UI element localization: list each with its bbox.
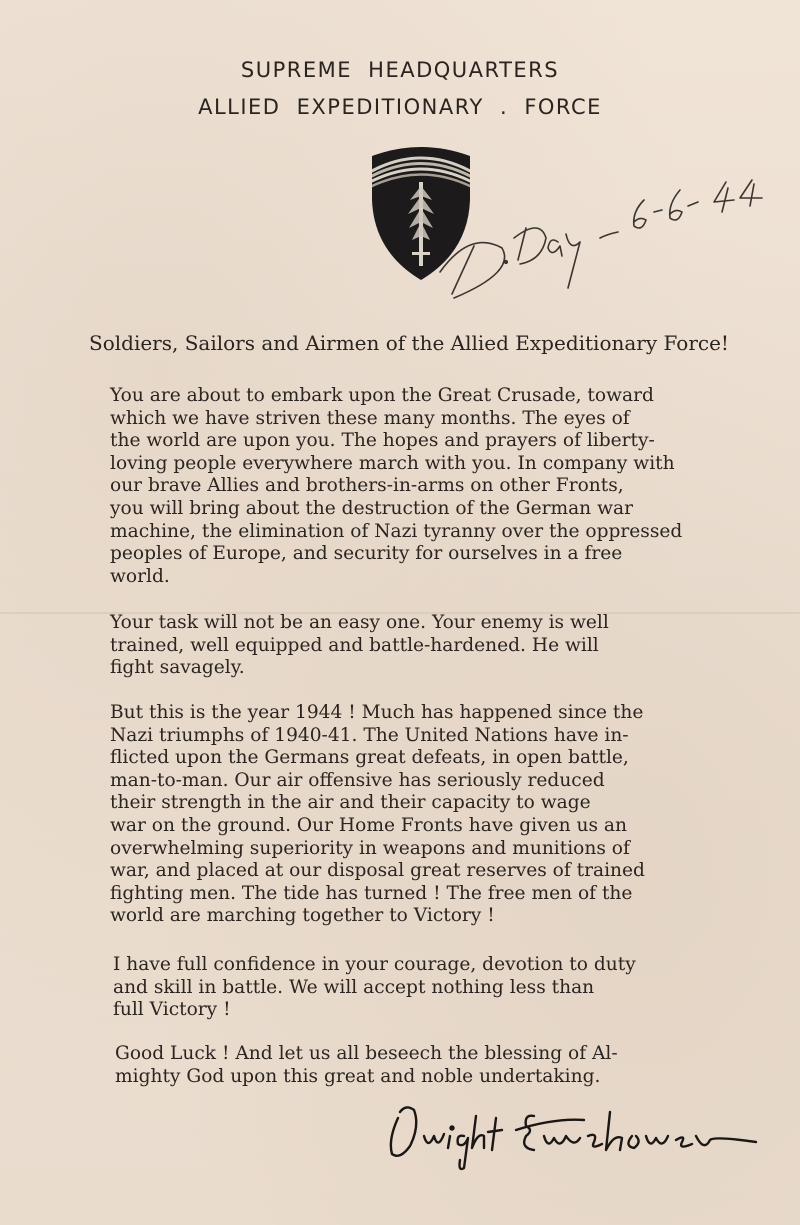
paragraph-4 bbox=[113, 954, 723, 1022]
paragraph-line: their strength in the air and their capacity to wage bbox=[110, 792, 591, 814]
paragraph-3 bbox=[110, 702, 720, 928]
paragraph-line: Your task will not be an easy one. Your enemy is well bbox=[110, 612, 609, 633]
paragraph-line: trained, well equipped and battle-hardened. He will bbox=[110, 634, 599, 656]
paragraph-line: peoples of Europe, and security for ourselves in a free bbox=[110, 543, 623, 565]
paragraph-line: you will bring about the destruction of the German war bbox=[110, 497, 633, 519]
paragraph-2 bbox=[110, 612, 720, 680]
paragraph-line: world are marching together to Victory ! bbox=[110, 905, 495, 927]
paragraph-line: and skill in battle. We will accept nothing less than bbox=[113, 976, 595, 998]
paragraph-line: fight savagely. bbox=[110, 657, 245, 679]
paragraph-line: overwhelming superiority in weapons and munitions of bbox=[110, 837, 630, 859]
paragraph-line: full Victory ! bbox=[113, 999, 231, 1021]
paragraph-line: flicted upon the Germans great defeats, in open battle, bbox=[110, 747, 629, 769]
header-line-2: ALLIED EXPEDITIONARY . FORCE bbox=[198, 95, 602, 119]
header-line-1: SUPREME HEADQUARTERS bbox=[240, 58, 560, 82]
paragraph-line: machine, the elimination of Nazi tyranny over the oppressed bbox=[110, 520, 683, 542]
paragraph-line: man-to-man. Our air offensive has seriously reduced bbox=[110, 769, 605, 791]
paragraph-line: which we have striven these many months. The eyes of bbox=[110, 407, 630, 429]
paragraph-line: war, and placed at our disposal great reserves of trained bbox=[110, 860, 645, 882]
paragraph-line: You are about to embark upon the Great Crusade, toward bbox=[110, 385, 654, 406]
paragraph-line: world. bbox=[110, 565, 170, 587]
paragraph-line: the world are upon you. The hopes and prayers of liberty- bbox=[110, 430, 655, 452]
paragraph-line: But this is the year 1944 ! Much has happened since the bbox=[110, 702, 644, 723]
paragraph-line: Nazi triumphs of 1940-41. The United Nations have in- bbox=[110, 724, 629, 746]
paragraph-1 bbox=[110, 385, 720, 588]
paragraph-line: I have full confidence in your courage, devotion to duty bbox=[113, 954, 636, 975]
paragraph-line: fighting men. The tide has turned ! The free men of the bbox=[110, 882, 633, 904]
paragraph-line: Good Luck ! And let us all beseech the blessing of Al- bbox=[115, 1043, 618, 1064]
paragraph-line: loving people everywhere march with you. In company with bbox=[110, 452, 675, 474]
paragraph-line: mighty God upon this great and noble undertaking. bbox=[115, 1065, 601, 1087]
handwritten-date-annotation bbox=[430, 176, 780, 306]
eisenhower-signature bbox=[384, 1096, 764, 1176]
salutation: Soldiers, Sailors and Airmen of the Allied Expeditionary Force! bbox=[89, 331, 729, 355]
paragraph-5 bbox=[115, 1043, 725, 1088]
paragraph-line: our brave Allies and brothers-in-arms on other Fronts, bbox=[110, 475, 624, 497]
paragraph-line: war on the ground. Our Home Fronts have given us an bbox=[110, 814, 627, 836]
